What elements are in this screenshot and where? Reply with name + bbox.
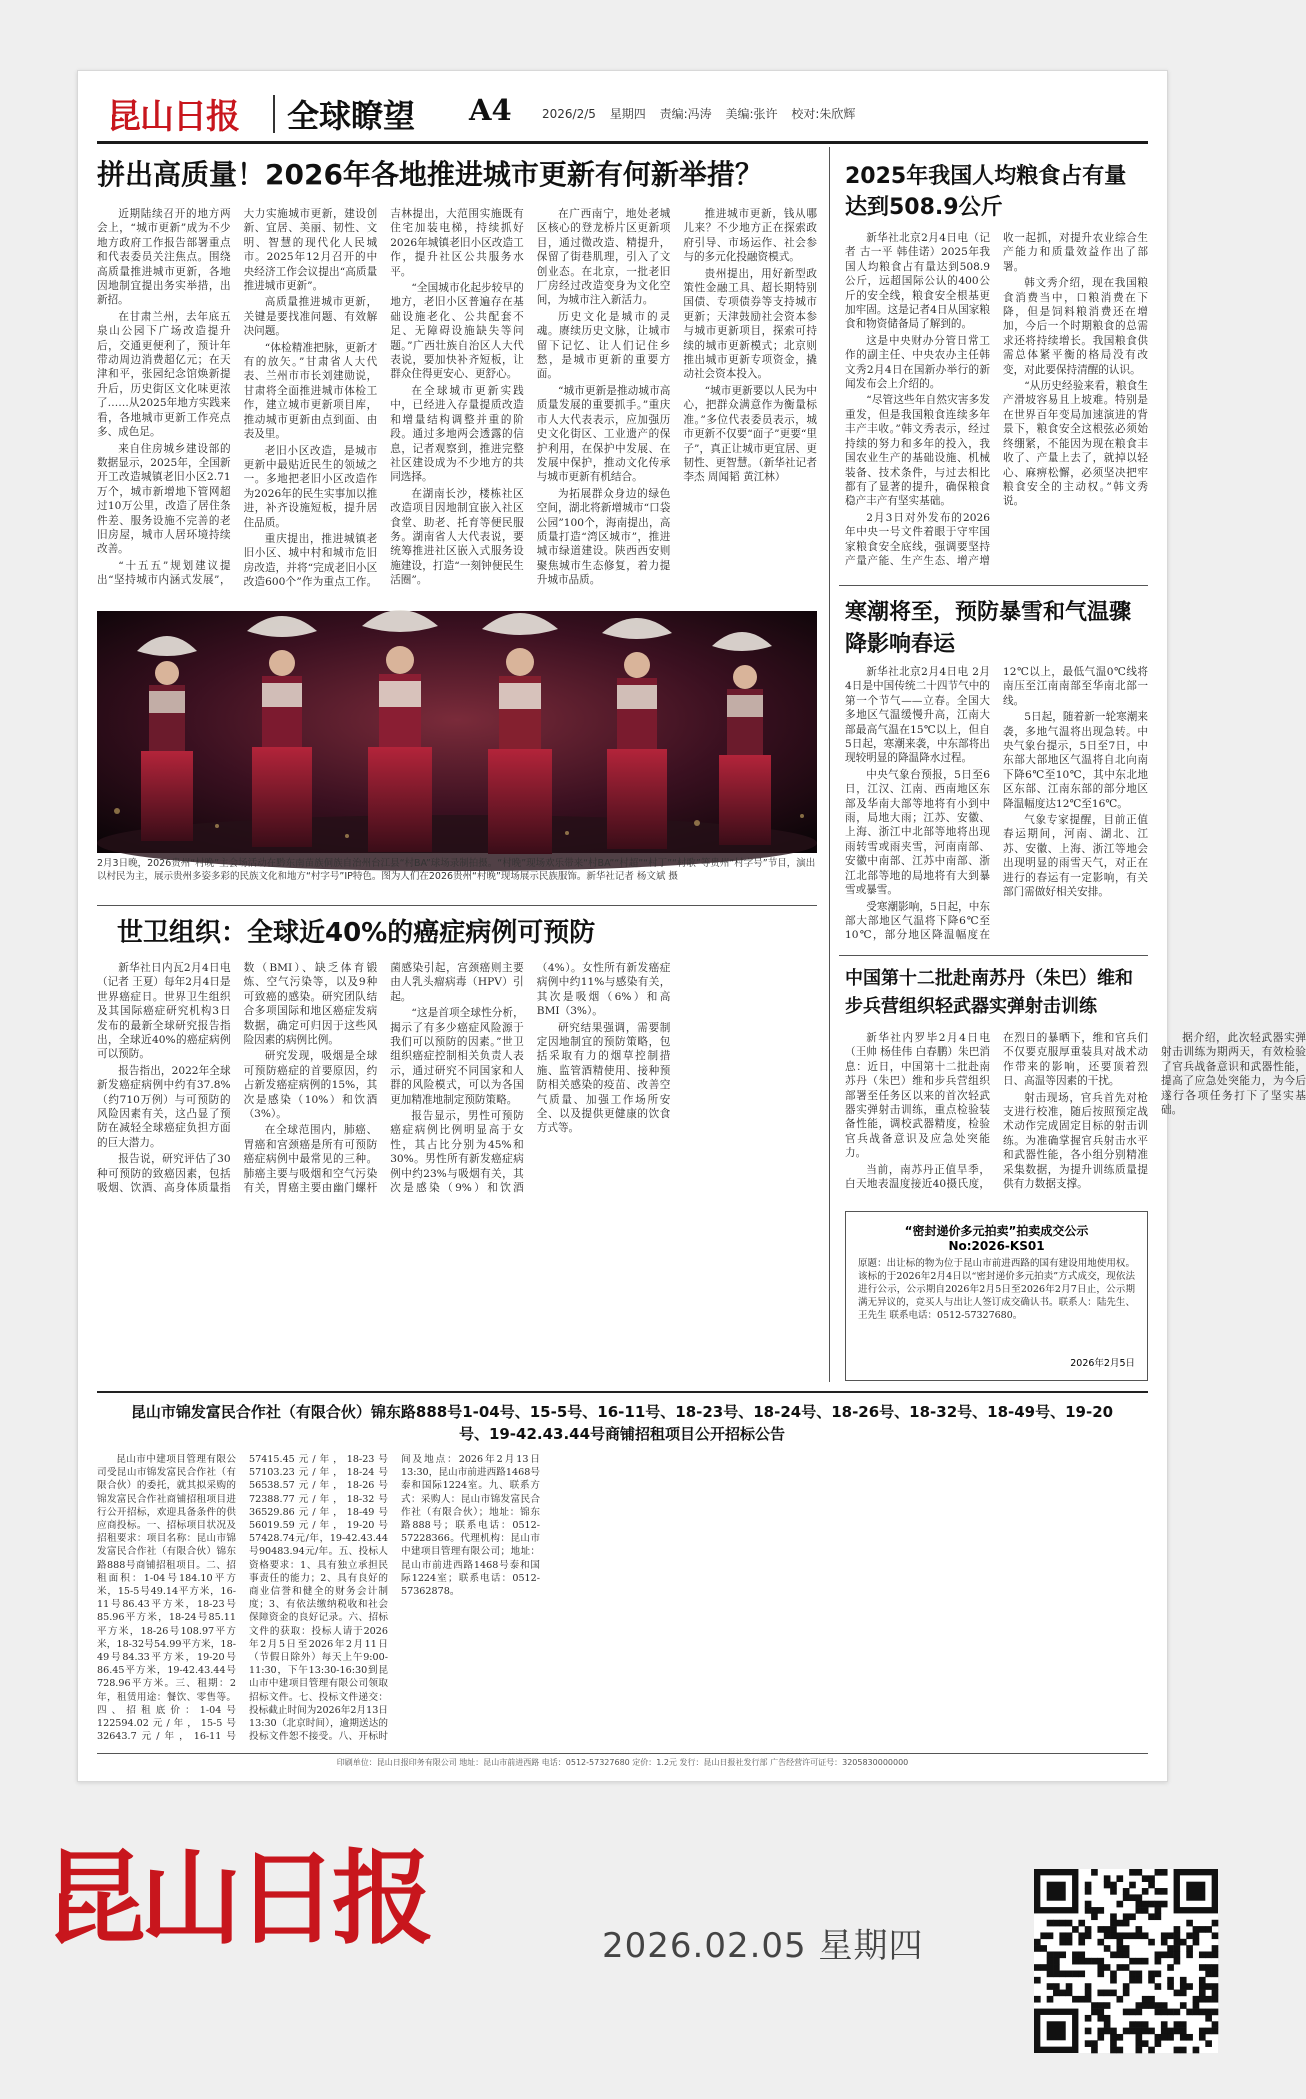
auction-notice-date: 2026年2月5日 [1070,1358,1135,1369]
military-article-title: 中国第十二批赴南苏丹（朱巴）维和步兵营组织轻武器实弹射击训练 [845,968,1133,1017]
bidding-notice-body [97,1453,1148,1749]
grain-article-paragraph: “尽管这些年自然灾害多发重发，但是我国粮食连续多年丰产丰收。”韩文秀表示，经过持续的努力和多年的投入，我国农业生产的基础设施、机械装备、技术条件，与过去相比都有了显著的提升，确保粮食稳产丰产有坚实基础。 [845,394,990,508]
who-article-paragraph: “这是首项全球性分析，揭示了有多少癌症风险源于我们可以预防的因素。”世卫组织癌症控制相关负责人表示，通过研究不同国家和人群的风险模式，可以为各国更加精准地制定预防策略。 [390,1007,524,1106]
bottom-logo: 昆山日报 [44,1839,428,1959]
divider [97,1753,1148,1754]
divider [97,1391,1148,1393]
military-article-paragraph: 新华社内罗毕2月4日电（王帅 杨佳伟 白春鹏）朱巴消息：近日，中国第十二批赴南苏丹（朱巴）维和步兵营组织部署至任务区以来的首次轻武器实弹射击训练，重点检验装备性能，调校武器精度，检验官兵战备意识及应急处突能力。 [845,1032,990,1160]
weather-article-paragraph: 5日起，随着新一轮寒潮来袭，多地气温将出现急转。中央气象台提示，5日至7日，中东部大部地区气温将自北向南下降6℃至10℃，其中东北地区东部、江南东部的部分地区降温幅度达12℃至16℃。 [1003,711,1148,810]
who-article-paragraph: 新华社日内瓦2月4日电（记者 王夏）每年2月4日是世界癌症日。世界卫生组织及其国际癌症研究机构3日发布的最新全球研究报告指出，全球近40%的癌症病例可以预防。 [97,962,231,1061]
photo-illustration [97,611,817,853]
grain-article-paragraph: 2月3日对外发布的2026年中央一号文件着眼于守牢国家粮食安全底线，强调要坚持产量产能、生产生态、增产增收一起抓，对提升农业综合生产能力和质量效益作出了部署。 [845,232,1148,567]
who-article-paragraph: 在全球范围内，肺癌、胃癌和宫颈癌是所有可预防癌症病例中最常见的三种。肺癌主要与吸烟和空气污染有关，胃癌主要由幽门螺杆菌感染引起，宫颈癌则主要由人乳头瘤病毒（HPV）引起。 [243,962,524,1195]
weather-article-body [845,665,1148,947]
who-article-paragraph: 研究发现，吸烟是全球可预防癌症的首要原因，约占新发癌症病例的15%，其次是感染（10%）和饮酒（3%）。 [243,1050,378,1121]
who-article-body [97,961,817,1209]
weather-article-title: 寒潮将至，预防暴雪和气温骤降影响春运 [845,600,1132,657]
grain-article-paragraph: 韩文秀介绍，现在我国粮食消费当中，口粮消费在下降，但是饲料粮消费还在增加，今后一个时期粮食的总需求还将持续增长。我国粮食供需总体紧平衡的格局没有改变，对此要保持清醒的认识。 [1003,277,1148,376]
masthead [97,85,1148,144]
main-article-paragraph: 在全球城市更新实践中，已经进入存量提质改造和增量结构调整并重的阶段。通过多地两会透露的信息，记者观察到，推进完整社区建设成为不少地方的共同选择。 [390,384,524,484]
designer-credit: 美编:张许 [725,107,778,121]
auction-notice-text: 原题：出让标的物为位于昆山市前进西路的国有建设用地使用权。该标的于2026年2月4日以“密封递价多元拍卖”方式成交，现依法进行公示，公示期自2026年2月5日至2026年2月7日止，公示期满无异议的，竞买人与出让人签订成交确认书。联系人：陆先生、王先生 联系电话：0512-57327680。 [858,1258,1135,1321]
main-article-paragraph: 贵州提出，用好新型政策性金融工具、超长期特别国债、专项债券等支持城市更新；天津鼓励社会资本参与城市更新项目，探索可持续的城市更新模式；北京则推出城市更新专项资金，撬动社会资本投入。 [683,267,817,381]
proofreader-credit: 校对:朱欣辉 [791,107,856,121]
main-article-paragraph: 来自住房城乡建设部的数据显示，2025年，全国新开工改造城镇老旧小区2.71万个，城市新增地下管网超过10万公里，改造了居住条件差、服务设施不完善的老旧房屋，城市人居环境持续改善。 [97,442,231,556]
print-footer: 印刷单位：昆山日报印务有限公司 地址：昆山市前进西路 电话：0512-57327680 定价：1.2元 发行：昆山日报社发行部 广告经营许可证号：3205830000000 [336,1758,909,1767]
main-article-paragraph: 老旧小区改造，是城市更新中最贴近民生的领域之一。多地把老旧小区改造作为2026年的民生实事加以推进，补齐设施短板，提升居住品质。 [243,444,378,529]
divider [97,905,817,906]
who-article-paragraph: 报告显示，男性可预防癌症病例比例明显高于女性，其占比分别为45%和30%。男性所有新发癌症病例中约23%与吸烟有关，其次是感染（9%）和饮酒（4%）。女性所有新发癌症病例中约11%与感染有关，其次是吸烟（6%）和高BMI（3%）。 [390,962,671,1195]
who-article-paragraph: 报告说，研究评估了30种可预防的致癌因素，包括吸烟、饮酒、高身体质量指数（BMI）、缺乏体育锻炼、空气污染等，以及9种可致癌的感染。研究团队结合多项国际和地区癌症发病数据，确定可归因于这些风险因素的病例比例。 [97,962,378,1195]
who-article-paragraph: 报告指出，2022年全球新发癌症病例中约有37.8%（约710万例）与可预防的风险因素有关，这凸显了预防在减轻全球癌症负担方面的巨大潜力。 [97,1064,231,1149]
who-article-paragraph: 研究结果强调，需要制定因地制宜的预防策略，包括采取有力的烟草控制措施、监管酒精使用、接种预防相关感染的疫苗、改善空气质量、加强工作场所安全、以及提供更健康的饮食方式等。 [536,1021,671,1135]
main-article-paragraph: 历史文化是城市的灵魂。赓续历史文脉，让城市留下记忆、让人们记住乡愁，是城市更新的重要方面。 [536,310,671,381]
village-gala-photo [97,611,817,853]
section-title: 全球瞭望 [287,97,416,135]
main-article-body [97,207,817,601]
military-article-paragraph: 当前，南苏丹正值旱季，白天地表温度接近40摄氏度，在烈日的暴晒下，维和官兵们不仅要克服厚重装具对战术动作带来的影响，还要顶着烈日、高温等因素的干扰。 [845,1032,1148,1191]
weather-article-paragraph: 中央气象台预报，5日至6日，江汉、江南、西南地区东部及华南大部等地将有小到中雨，局地大雨；江苏、安徽、上海、浙江中北部等地将出现雨转雪或雨夹雪，河南南部、安徽中南部、江苏中南部、浙江北部等地的局地将有大到暴雪或暴雪。 [845,768,990,897]
qr-pattern [1034,1869,1218,2053]
divider [839,585,1148,586]
auction-notice-number: No:2026-KS01 [948,1239,1045,1253]
masthead-divider [273,95,275,133]
main-article-paragraph: 推进城市更新，钱从哪儿来？不少地方正在探索政府引导、市场运作、社会参与的多元化投融资模式。 [683,208,817,264]
grain-article-title: 2025年我国人均粮食占有量达到508.9公斤 [845,164,1127,220]
weather-article-paragraph: 受寒潮影响，5日起，中东部大部地区气温将下降6℃至10℃，部分地区降温幅度在12℃以上，最低气温0℃线将南压至江南南部至华南北部一线。 [845,666,1148,942]
main-article-paragraph: 为拓展群众身边的绿色空间，湖北将新增城市“口袋公园”100个，海南提出，高质量打造“湾区城市”，推进城市绿道建设。陕西西安则聚焦城市生态修复，着力提升城市品质。 [536,487,671,587]
main-article-title: 拼出高质量！2026年各地推进城市更新有何新举措？ [97,158,763,191]
main-article-paragraph: 重庆提出，推进城镇老旧小区、城中村和城市危旧房改造，并将“完成老旧小区改造600个”作为重点工作。吉林提出，大范围实施既有住宅加装电梯，持续抓好2026年城镇老旧小区改造工作，提升社区公共服务水平。 [243,208,524,589]
main-article-paragraph: “全国城市化起步较早的地方，老旧小区普遍存在基础设施老化、公共配套不足、无障碍设施缺失等问题。”广西壮族自治区人大代表说，要加快补齐短板，让群众住得更安心、更舒心。 [390,282,524,381]
main-article-paragraph: “体检精准把脉，更新才有的放矢。”甘肃省人大代表、兰州市市长刘建勋说，甘肃将全面推进城市体检工作，建立城市更新项目库，推动城市更新由点到面、由表及里。 [243,341,378,441]
column-divider [829,147,830,1382]
main-article-paragraph: 在湖南长沙，楼栋社区改造项目因地制宜嵌入社区食堂、助老、托育等便民服务。湖南省人大代表说，要统筹推进社区嵌入式服务设施建设，打造“一刻钟便民生活圈”。 [390,487,524,587]
military-article-paragraph: 射击现场，官兵首先对枪支进行校准，随后按照预定战术动作完成固定目标的射击训练。为准确掌握官兵射击水平和武器性能，各小组分别精准采集数据，为提升训练质量提供有力数据支撑。 [1003,1091,1148,1191]
photo-caption: 2月3日晚，2026贵州“村晚”主会场活动在黔东南苗族侗族自治州台江县“村BA”球场录制拍摄。“村晚”现场欢乐带来“村BA”“村超”“村丁”“村歌”等贵州“村字号”节目，演出以村民为主，展示贵州多姿多彩的民族文化和地方“村字号”IP特色。图为人们在2026贵州“村晚”现场展示民族服饰。新华社记者 杨文斌 摄 [97,858,816,882]
main-article-paragraph: 在广西南宁，地处老城区核心的登龙桥片区更新项目，通过微改造、精提升，保留了街巷肌理，引入了文创业态。在北京，一批老旧厂房经过改造变身为文化空间，为城市注入新活力。 [536,208,671,307]
page-number: A4 [469,93,512,127]
masthead-logo: 昆山日报 [107,97,239,137]
newspaper-page [77,70,1306,1782]
auction-notice-title: “密封递价多元拍卖”拍卖成交公示 [904,1224,1089,1238]
main-article-paragraph: “城市更新是推动城市高质量发展的重要抓手。”重庆市人大代表表示，应加强历史文化街区、工业遗产的保护利用，在保护中发展、在发展中保护，推动文化传承与城市更新有机结合。 [536,384,671,484]
weather-article-paragraph: 新华社北京2月4日电 2月4日是中国传统二十四节气中的第一个节气——立春。全国大多地区气温缓慢升高，江南大部最高气温在15℃以上，但自5日起，寒潮来袭，中东部将出现较明显的降温降水过程。 [845,666,990,765]
who-article-title: 世卫组织：全球近40%的癌症病例可预防 [117,918,596,948]
issue-weekday: 星期四 [609,107,646,121]
grain-article-paragraph: 新华社北京2月4日电（记者 古一平 韩佳诺）2025年我国人均粮食占有量达到508.9公斤，远超国际公认的400公斤的安全线，粮食安全根基更加牢固。这是记者4日从国家粮食和物资储备局了解到的。 [845,232,990,331]
masthead-meta [542,105,865,122]
bidding-notice-text: 昆山市中建项目管理有限公司受昆山市锦发富民合作社（有限合伙）的委托，就其拟采购的锦发富民合作社商铺招租项目进行公开招标，欢迎具备条件的供应商投标。一、招标项目状况及招租要求：项目名称：昆山市锦发富民合作社（有限合伙）锦东路888号商铺招租项目。二、招租面积：1-04号184.10平方米，15-5号49.14平方米，16-11号86.43平方米，18-23号85.96平方米，18-24号85.11平方米，18-26号108.97平方米，18-32号54.99平方米，18-49号84.33平方米，19-20号86.45平方米，19-42.43.44号728.96平方米。三、租期：2年，租赁用途：餐饮、零售等。四、招租底价：1-04号122594.02元/年，15-5号32643.7元/年，16-11号57415.45元/年，18-23号57103.23元/年，18-24号56538.57元/年，18-26号72388.77元/年，18-32号36529.86元/年，18-49号56019.59元/年，19-20号57428.74元/年，19-42.43.44号90483.94元/年。五、投标人资格要求：1、具有独立承担民事责任的能力；2、具有良好的商业信誉和健全的财务会计制度；3、有依法缴纳税收和社会保障资金的良好记录。六、招标文件的获取：投标人请于2026年2月5日至2026年2月11日（节假日除外）每天上午9:00-11:30，下午13:30-16:30到昆山市中建项目管理有限公司领取招标文件。七、投标文件递交：投标截止时间为2026年2月13日13:30（北京时间），逾期送达的投标文件恕不接受。八、开标时间及地点：2026年2月13日13:30，昆山市前进西路1468号泰和国际1224室。九、联系方式：采购人：昆山市锦发富民合作社（有限合伙）；地址：锦东路888号；联系电话：0512-57228366。代理机构：昆山市中建项目管理有限公司；地址：昆山市前进西路1468号泰和国际1224室；联系电话：0512-57362878。 [97,1454,540,1743]
divider [839,955,1148,956]
military-article-paragraph: 据介绍，此次轻武器实弹射击训练为期两天，有效检验了官兵战备意识和武器性能，提高了应急处突能力，为今后遂行各项任务打下了坚实基础。 [1161,1032,1306,1117]
main-article-paragraph: 高质量推进城市更新，关键是要找准问题、有效解决问题。 [243,296,378,338]
bidding-notice-title: 昆山市锦发富民合作社（有限合伙）锦东路888号1-04号、15-5号、16-11号、18-23号、18-24号、18-26号、18-32号、18-49号、19-20号、19-42.43.44号商铺招租项目公开招标公告 [130,1403,1114,1443]
grain-article-body [845,231,1148,575]
grain-article-paragraph: “从历史经验来看，粮食生产滑坡容易且上坡难。特别是在世界百年变局加速演进的背景下，粮食安全这根弦必须始终绷紧，不能因为现在粮食丰收了、产量上去了，就掉以轻心、麻痹松懈，必须坚决把牢粮食安全的主动权。”韩文秀说。 [1003,380,1148,508]
main-article-paragraph: “十五五”规划建议提出“坚持城市内涵式发展”，大力实施城市更新，建设创新、宜居、美丽、韧性、文明、智慧的现代化人民城市。2025年12月召开的中央经济工作会议提出“高质量推进城市更新”。 [97,208,378,587]
editor-credit: 责编:冯涛 [659,107,712,121]
weather-article-paragraph: 气象专家提醒，目前正值春运期间，河南、湖北、江苏、安徽、上海、浙江等地会出现明显的雨雪天气，对正在进行的春运有一定影响，有关部门需做好相关安排。 [1003,814,1148,899]
issue-date: 2026/2/5 [542,107,596,121]
qr-code[interactable] [1034,1869,1218,2053]
main-article-paragraph: 在甘肃兰州，去年底五泉山公园下广场改造提升后，交通更便利了，预计年带动周边消费超亿元；在天津和平，张园纪念馆焕新提升后，历史街区文化味更浓了……从2025年地方实践来看，各地城市更新工作亮点多、成色足。 [97,310,231,439]
grain-article-paragraph: 这是中央财办分管日常工作的副主任、中央农办主任韩文秀2月4日在国新办举行的新闻发布会上介绍的。 [845,334,990,391]
main-article-paragraph: 近期陆续召开的地方两会上，“城市更新”成为不少地方政府工作报告部署重点和代表委员关注焦点。围绕高质量推进城市更新，各地因地制宜提出务实举措，出新招。 [97,208,231,307]
military-article-body [845,1031,1306,1203]
bottom-date: 2026.02.05 星期四 [602,1926,924,1966]
main-article-paragraph: “城市更新要以人民为中心，把群众满意作为衡量标准。”多位代表委员表示，城市更新不仅要“面子”更要“里子”，真正让城市更宜居、更韧性、更智慧。（新华社记者 李杰 周闻韬 黄江林） [683,384,817,484]
auction-notice [845,1211,1148,1381]
